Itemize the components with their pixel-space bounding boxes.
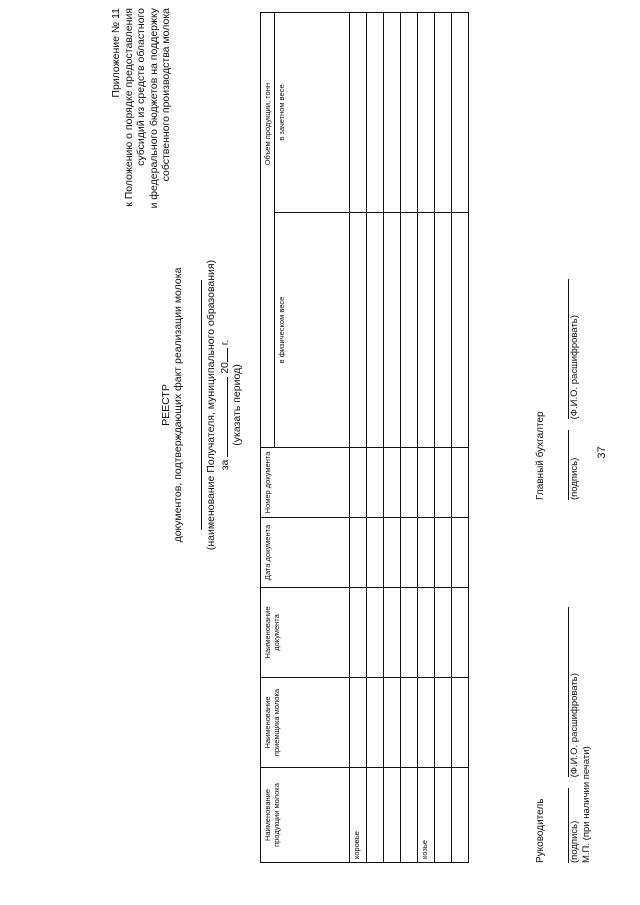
table-cell[interactable] xyxy=(367,518,384,588)
table-cell[interactable] xyxy=(401,13,418,213)
head-name-line[interactable] xyxy=(557,607,569,777)
period-field xyxy=(217,377,228,457)
table-row xyxy=(401,13,418,863)
register-table xyxy=(260,12,469,863)
table-cell[interactable] xyxy=(367,678,384,768)
header-physical: в физическом весе xyxy=(275,213,350,448)
header-buyer: Наименование приемщика молока xyxy=(261,678,350,768)
table-cell[interactable] xyxy=(452,448,469,518)
accountant-label: Главный бухгалтер xyxy=(535,411,546,500)
appendix-line: к Положению о порядке предоставления xyxy=(122,8,135,207)
table-cell[interactable] xyxy=(367,213,384,448)
table-row xyxy=(418,13,435,863)
register-heading: РЕЕСТР xyxy=(160,384,172,426)
recipient-field xyxy=(190,280,202,530)
table-cell[interactable] xyxy=(418,13,435,213)
accountant-signature-block xyxy=(535,279,581,500)
table-cell[interactable] xyxy=(452,678,469,768)
header-volume: Объем продукции, тонн xyxy=(261,13,275,448)
table-row xyxy=(350,13,367,863)
table-cell[interactable] xyxy=(418,213,435,448)
header-product: Наименование продукции молока xyxy=(261,768,350,863)
table-cell[interactable] xyxy=(401,588,418,678)
period-caption: (указать период) xyxy=(231,364,243,446)
table-cell[interactable] xyxy=(384,213,401,448)
table-cell[interactable] xyxy=(350,588,367,678)
head-sign-caption: (подпись) xyxy=(569,820,580,863)
table-cell[interactable] xyxy=(350,13,367,213)
table-row xyxy=(452,13,469,863)
table-cell[interactable] xyxy=(367,768,384,863)
table-cell[interactable] xyxy=(350,518,367,588)
table-cell[interactable] xyxy=(384,588,401,678)
table-cell[interactable] xyxy=(435,588,452,678)
appendix-line: собственного производства молока xyxy=(160,8,172,182)
appendix-line: Приложение № 11 xyxy=(110,8,122,98)
header-doc-number: Номер документа xyxy=(261,448,350,518)
table-cell[interactable] xyxy=(452,13,469,213)
table-cell[interactable] xyxy=(384,768,401,863)
head-sign-line[interactable] xyxy=(557,788,569,863)
table-cell[interactable] xyxy=(452,768,469,863)
table-cell[interactable] xyxy=(435,518,452,588)
table-cell[interactable] xyxy=(367,588,384,678)
table-cell[interactable] xyxy=(350,448,367,518)
table-cell[interactable] xyxy=(435,13,452,213)
table-cell[interactable] xyxy=(435,678,452,768)
period-suffix: г. xyxy=(219,339,231,346)
table-cell[interactable] xyxy=(418,448,435,518)
table-cell[interactable] xyxy=(350,213,367,448)
table-cell[interactable] xyxy=(367,13,384,213)
table-cell[interactable] xyxy=(418,588,435,678)
period-prefix: за xyxy=(219,459,231,471)
page-number: 37 xyxy=(596,446,608,459)
table-row xyxy=(367,13,384,863)
header-credit: в зачетном весе xyxy=(275,13,350,213)
stamp-caption: М.П. (при наличии печати) xyxy=(581,746,592,863)
head-name-caption: (Ф.И.О. расшифровать) xyxy=(569,673,580,778)
register-subtitle: документов, подтверждающих факт реализации молока xyxy=(172,267,184,543)
accountant-name-caption: (Ф.И.О. расшифровать) xyxy=(569,315,580,420)
table-cell[interactable]: коровье xyxy=(350,768,367,863)
table-cell[interactable]: козье xyxy=(418,768,435,863)
table-cell[interactable] xyxy=(401,518,418,588)
accountant-name-line[interactable] xyxy=(557,279,569,419)
table-cell[interactable] xyxy=(401,678,418,768)
title-block xyxy=(160,225,243,585)
table-row xyxy=(384,13,401,863)
head-signature-block xyxy=(535,607,593,863)
table-row xyxy=(435,13,452,863)
table-cell[interactable] xyxy=(452,588,469,678)
appendix-line: и федерального бюджетов на поддержку xyxy=(147,8,160,209)
table-cell[interactable] xyxy=(350,678,367,768)
table-cell[interactable] xyxy=(435,448,452,518)
header-doc-date: Дата документа xyxy=(261,518,350,588)
table-cell[interactable] xyxy=(435,768,452,863)
table-cell[interactable] xyxy=(418,518,435,588)
head-label: Руководитель xyxy=(535,798,546,863)
table-cell[interactable] xyxy=(367,448,384,518)
table-cell[interactable] xyxy=(452,518,469,588)
year-field xyxy=(217,348,228,362)
table-cell[interactable] xyxy=(384,678,401,768)
recipient-caption: (наименование Получателя, муниципального образования) xyxy=(205,259,217,551)
header-doc-name: Наименование документа xyxy=(261,588,350,678)
table-cell[interactable] xyxy=(418,678,435,768)
table-cell[interactable] xyxy=(401,768,418,863)
table-cell[interactable] xyxy=(384,448,401,518)
table-cell[interactable] xyxy=(435,213,452,448)
table-cell[interactable] xyxy=(384,518,401,588)
accountant-sign-caption: (подпись) xyxy=(569,457,580,500)
table-cell[interactable] xyxy=(384,13,401,213)
accountant-sign-line[interactable] xyxy=(557,430,569,500)
table-cell[interactable] xyxy=(401,448,418,518)
table-cell[interactable] xyxy=(401,213,418,448)
appendix-line: субсидий из средств областного xyxy=(135,8,147,166)
period-year: 20 xyxy=(219,362,231,374)
table-cell[interactable] xyxy=(452,213,469,448)
